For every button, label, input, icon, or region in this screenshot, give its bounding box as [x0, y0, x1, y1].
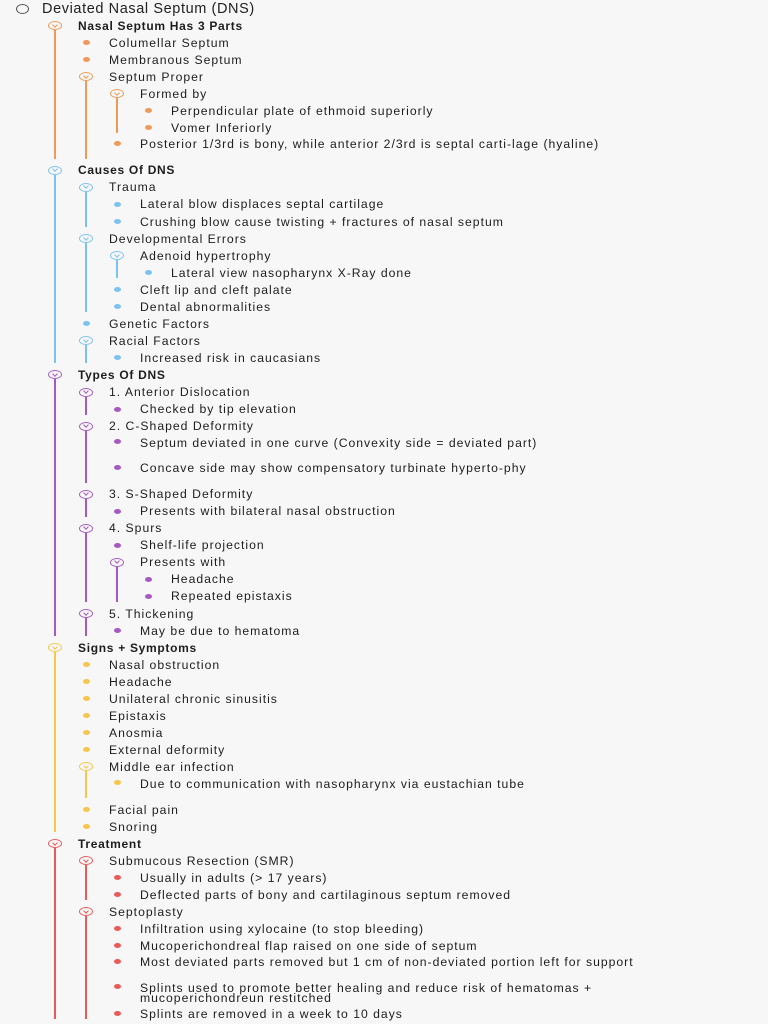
outline-item-most-deviated-parts-removed-but-1-cm-of-[interactable]: Most deviated parts removed but 1 cm of non-deviated portion left for support — [140, 955, 634, 970]
collapse-toggle-icon[interactable] — [79, 72, 93, 81]
bullet-dot-icon — [83, 747, 90, 752]
outline-item-checked-by-tip-elevation[interactable]: Checked by tip elevation — [140, 402, 297, 417]
tree-guide-line — [85, 345, 87, 363]
outline-item-snoring[interactable]: Snoring — [109, 819, 159, 834]
bullet-dot-icon — [83, 57, 90, 62]
outline-item-membranous-septum[interactable]: Membranous Septum — [109, 52, 243, 67]
tree-guide-line — [85, 771, 87, 798]
bullet-dot-icon — [145, 577, 152, 582]
outline-item-dental-abnormalities[interactable]: Dental abnormalities — [140, 299, 272, 314]
bullet-dot-icon — [114, 407, 121, 412]
bullet-dot-icon — [114, 926, 121, 931]
bullet-dot-icon — [145, 125, 152, 130]
tree-guide-line — [85, 499, 87, 517]
collapse-toggle-icon[interactable] — [110, 89, 124, 98]
bullet-dot-icon — [114, 509, 121, 514]
section-nasal-septum-has-3-parts[interactable]: Nasal Septum Has 3 Parts — [78, 18, 243, 33]
bullet-dot-icon — [145, 594, 152, 599]
outline-item-septum-proper[interactable]: Septum Proper — [109, 69, 204, 84]
tree-guide-line — [85, 81, 87, 159]
tree-guide-line — [85, 397, 87, 415]
tree-guide-line — [85, 192, 87, 227]
collapse-toggle-icon[interactable] — [79, 762, 93, 771]
bullet-dot-icon — [114, 355, 121, 360]
bullet-dot-icon — [83, 679, 90, 684]
outline-item-nasal-obstruction[interactable]: Nasal obstruction — [109, 657, 221, 672]
tree-guide-line — [54, 30, 56, 159]
outline-item-headache[interactable]: Headache — [171, 572, 235, 587]
section-causes-of-dns[interactable]: Causes Of DNS — [78, 163, 176, 178]
bullet-dot-icon — [114, 959, 121, 964]
collapse-toggle-icon[interactable] — [79, 183, 93, 192]
outline-item-unilateral-chronic-sinusitis[interactable]: Unilateral chronic sinusitis — [109, 691, 278, 706]
outline-item-columellar-septum[interactable]: Columellar Septum — [109, 35, 230, 50]
section-treatment[interactable]: Treatment — [78, 836, 142, 851]
outline-item-adenoid-hypertrophy[interactable]: Adenoid hypertrophy — [140, 248, 272, 263]
tree-guide-line — [85, 916, 87, 1019]
collapse-toggle-icon[interactable] — [110, 251, 124, 260]
bullet-dot-icon — [114, 943, 121, 948]
tree-guide-line — [116, 98, 118, 133]
collapse-toggle-icon[interactable] — [79, 856, 93, 865]
collapse-toggle-icon[interactable] — [79, 524, 93, 533]
collapse-toggle-icon[interactable] — [79, 388, 93, 397]
bullet-dot-icon — [83, 40, 90, 45]
outline-item-epistaxis[interactable]: Epistaxis — [109, 708, 167, 723]
outline-item-headache[interactable]: Headache — [109, 674, 173, 689]
outline-item-lateral-view-nasopharynx-x-ray-done[interactable]: Lateral view nasopharynx X-Ray done — [171, 265, 412, 280]
outline-item-facial-pain[interactable]: Facial pain — [109, 802, 179, 817]
outline-item-lateral-blow-displaces-septal-cartilage[interactable]: Lateral blow displaces septal cartilage — [140, 197, 385, 212]
outline-item-4-spurs[interactable]: 4. Spurs — [109, 521, 163, 536]
tree-guide-line — [54, 848, 56, 1019]
tree-guide-line — [116, 260, 118, 278]
bullet-dot-icon — [83, 662, 90, 667]
outline-item-submucous-resection-smr[interactable]: Submucous Resection (SMR) — [109, 853, 295, 868]
bullet-dot-icon — [114, 439, 121, 444]
bullet-dot-icon — [114, 1011, 121, 1016]
collapse-toggle-icon[interactable] — [48, 166, 62, 175]
collapse-toggle-icon[interactable] — [48, 370, 62, 379]
bullet-dot-icon — [83, 321, 90, 326]
outline-item-5-thickening[interactable]: 5. Thickening — [109, 606, 195, 621]
bullet-dot-icon — [114, 892, 121, 897]
outline-item-presents-with[interactable]: Presents with — [140, 555, 227, 570]
outline-item-infiltration-using-xylocaine-to-stop-ble[interactable]: Infiltration using xylocaine (to stop bleeding) — [140, 921, 425, 936]
outline-item-middle-ear-infection[interactable]: Middle ear infection — [109, 759, 235, 774]
collapse-toggle-icon[interactable] — [79, 336, 93, 345]
tree-guide-line — [54, 175, 56, 364]
bullet-dot-icon — [114, 465, 121, 470]
bullet-dot-icon — [114, 543, 121, 548]
tree-guide-line — [85, 533, 87, 602]
outline-item-developmental-errors[interactable]: Developmental Errors — [109, 231, 247, 246]
outline-item-anosmia[interactable]: Anosmia — [109, 725, 164, 740]
collapse-toggle-icon[interactable] — [79, 422, 93, 431]
outline-item-presents-with-bilateral-nasal-obstructio[interactable]: Presents with bilateral nasal obstruction — [140, 504, 396, 519]
collapse-toggle-icon[interactable] — [79, 907, 93, 916]
outline-item-trauma[interactable]: Trauma — [109, 180, 157, 195]
collapse-toggle-icon[interactable] — [79, 234, 93, 243]
tree-guide-line — [116, 567, 118, 602]
bullet-dot-icon — [114, 202, 121, 207]
tree-guide-line — [85, 865, 87, 900]
outline-item-septum-deviated-in-one-curve-convexity-s[interactable]: Septum deviated in one curve (Convexity side = deviated part) — [140, 435, 538, 450]
outline-item-external-deformity[interactable]: External deformity — [109, 742, 226, 757]
outline-item-vomer-inferiorly[interactable]: Vomer Inferiorly — [171, 120, 273, 135]
outline-item-due-to-communication-with-nasopharynx-vi[interactable]: Due to communication with nasopharynx via eustachian tube — [140, 776, 525, 791]
tree-guide-line — [54, 379, 56, 636]
outline-item-repeated-epistaxis[interactable]: Repeated epistaxis — [171, 589, 293, 604]
collapse-toggle-icon[interactable] — [48, 21, 62, 30]
outline-item-cleft-lip-and-cleft-palate[interactable]: Cleft lip and cleft palate — [140, 282, 293, 297]
tree-guide-line — [54, 652, 56, 832]
outline-item-genetic-factors[interactable]: Genetic Factors — [109, 316, 211, 331]
outline-item-formed-by[interactable]: Formed by — [140, 86, 208, 101]
outline-item-septoplasty[interactable]: Septoplasty — [109, 904, 184, 919]
section-types-of-dns[interactable]: Types Of DNS — [78, 367, 166, 382]
outline-item-splints-used-to-promote-better-healing-a[interactable]: Splints used to promote better healing and reduce risk of hematomas + mucoperichondreun restitched — [140, 980, 593, 1006]
bullet-dot-icon — [114, 780, 121, 785]
collapse-toggle-icon[interactable] — [110, 558, 124, 567]
outline-item-posterior-1-3rd-is-bony-while-anterior-2[interactable]: Posterior 1/3rd is bony, while anterior 2/3rd is septal carti-lage (hyaline) — [140, 137, 600, 152]
outline-item-3-s-shaped-deformity[interactable]: 3. S-Shaped Deformity — [109, 487, 254, 502]
bullet-dot-icon — [114, 984, 121, 989]
outline-item-perpendicular-plate-of-ethmoid-superiorl[interactable]: Perpendicular plate of ethmoid superiorly — [171, 103, 434, 118]
bullet-dot-icon — [114, 304, 121, 309]
bullet-dot-icon — [83, 824, 90, 829]
outline-item-concave-side-may-show-compensatory-turbi[interactable]: Concave side may show compensatory turbinate hyperto-phy — [140, 461, 527, 476]
outline-item-racial-factors[interactable]: Racial Factors — [109, 333, 201, 348]
collapse-toggle-icon[interactable] — [48, 839, 62, 848]
outline-item-usually-in-adults-17-years[interactable]: Usually in adults (> 17 years) — [140, 870, 328, 885]
collapse-toggle-icon[interactable] — [79, 490, 93, 499]
outline-item-shelf-life-projection[interactable]: Shelf-life projection — [140, 538, 265, 553]
bullet-dot-icon — [83, 730, 90, 735]
outline-item-splints-are-removed-in-a-week-to-10-days[interactable]: Splints are removed in a week to 10 days — [140, 1006, 403, 1021]
outline-item-increased-risk-in-caucasians[interactable]: Increased risk in caucasians — [140, 350, 322, 365]
outline-item-2-c-shaped-deformity[interactable]: 2. C-Shaped Deformity — [109, 419, 254, 434]
outline-item-mucoperichondreal-flap-raised-on-one-sid[interactable]: Mucoperichondreal flap raised on one side of septum — [140, 938, 478, 953]
outline-item-1-anterior-dislocation[interactable]: 1. Anterior Dislocation — [109, 385, 251, 399]
bullet-dot-icon — [83, 696, 90, 701]
bullet-dot-icon — [114, 219, 121, 224]
bullet-dot-icon — [145, 108, 152, 113]
collapse-toggle-icon[interactable] — [48, 643, 62, 652]
bullet-dot-icon — [114, 628, 121, 633]
bullet-dot-icon — [114, 141, 121, 146]
tree-guide-line — [85, 243, 87, 312]
tree-guide-line — [85, 618, 87, 636]
bullet-dot-icon — [83, 807, 90, 812]
bullet-dot-icon — [145, 270, 152, 275]
outline-item-crushing-blow-cause-twisting-fractures-o[interactable]: Crushing blow cause twisting + fractures of nasal septum — [140, 214, 504, 229]
outline-item-may-be-due-to-hematoma[interactable]: May be due to hematoma — [140, 623, 301, 638]
bullet-dot-icon — [83, 713, 90, 718]
section-signs-symptoms[interactable]: Signs + Symptoms — [78, 640, 197, 655]
bullet-dot-icon — [114, 287, 121, 292]
bullet-dot-icon — [114, 875, 121, 880]
outline-item-deflected-parts-of-bony-and-cartilaginou[interactable]: Deflected parts of bony and cartilaginous septum removed — [140, 887, 512, 902]
page-title: Deviated Nasal Septum (DNS) — [42, 0, 255, 17]
collapse-toggle-icon[interactable] — [79, 609, 93, 618]
tree-guide-line — [85, 431, 87, 483]
